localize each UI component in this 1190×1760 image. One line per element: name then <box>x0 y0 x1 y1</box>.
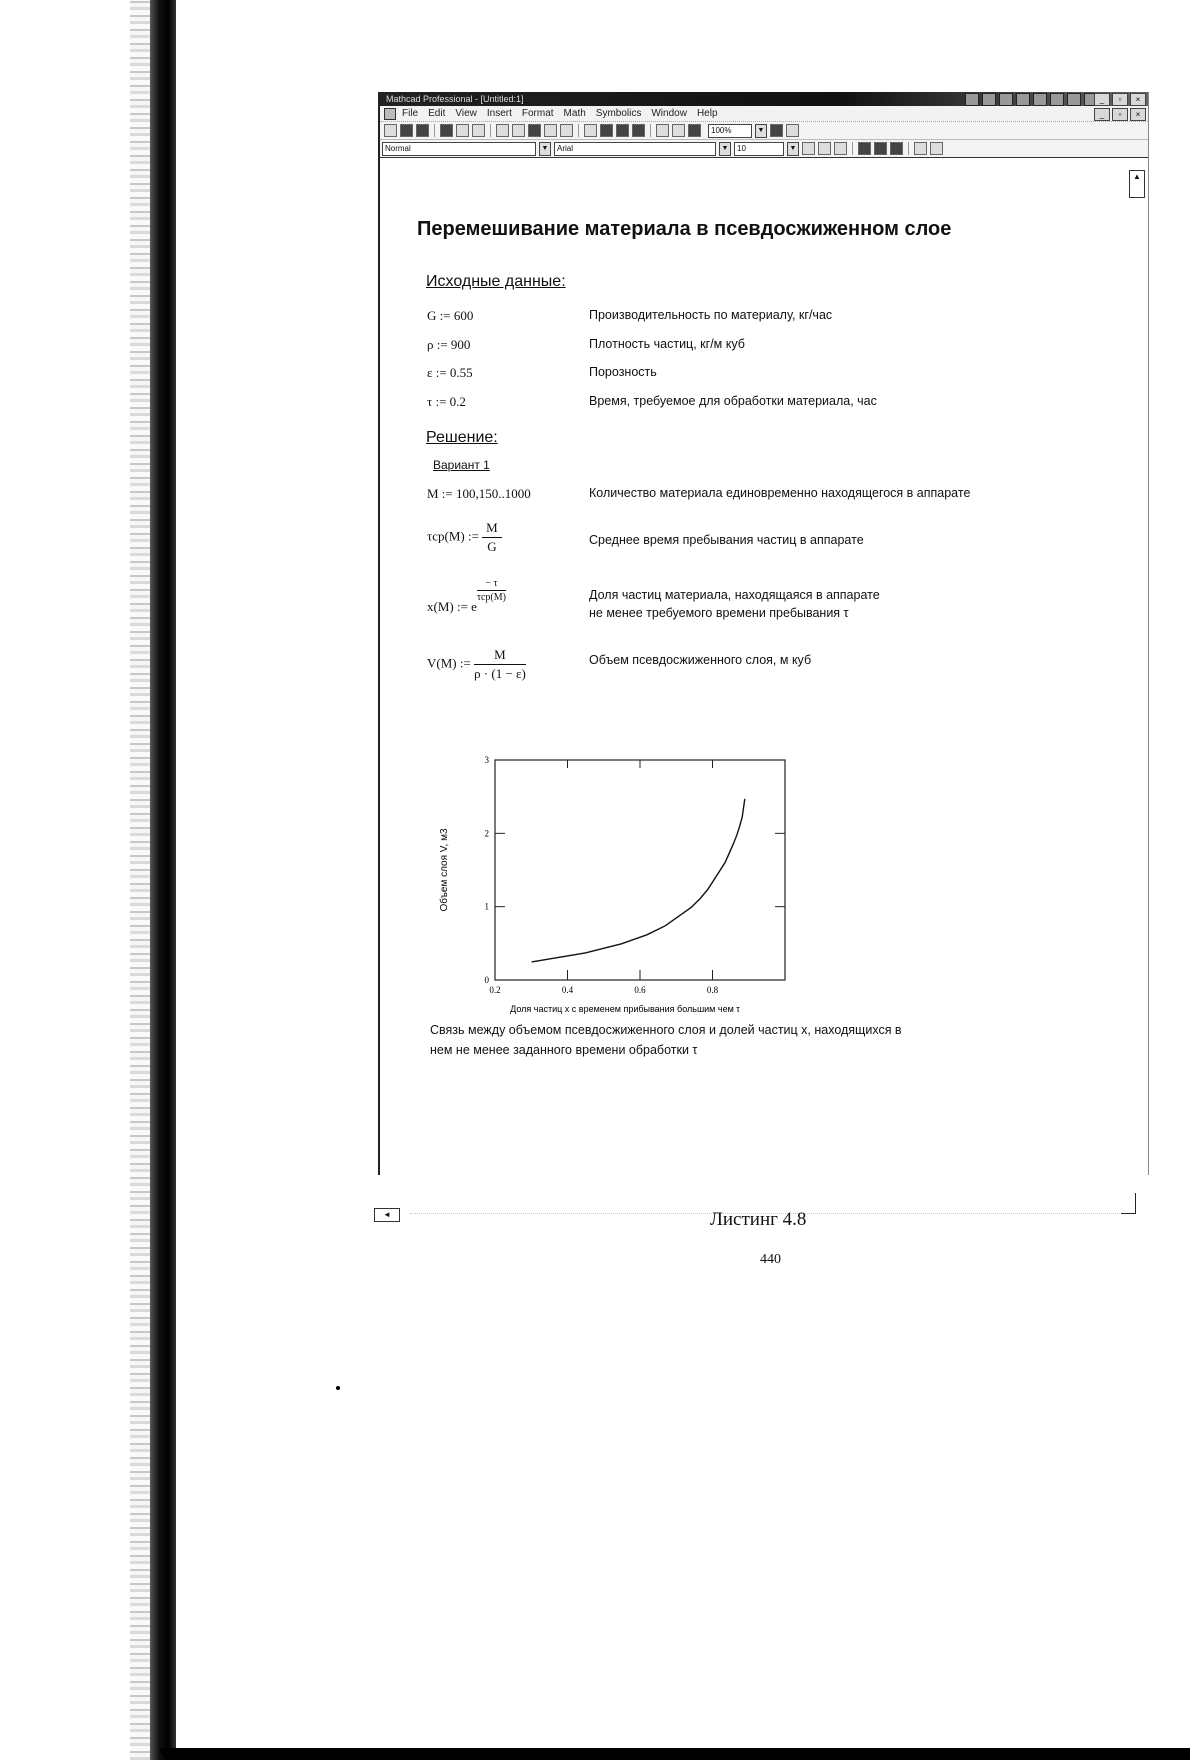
menu-edit[interactable]: Edit <box>428 108 446 119</box>
resource-icon[interactable] <box>1033 93 1047 106</box>
input-expression[interactable]: ε := 0.55 <box>427 365 473 380</box>
x-description-line2: не менее требуемого времени пребывания τ <box>589 606 849 620</box>
doc-restore-icon[interactable]: ▫ <box>1112 108 1128 121</box>
menu-format[interactable]: Format <box>521 108 554 119</box>
x-description-line1: Доля частиц материала, находящаяся в аппарате <box>589 588 880 602</box>
menu-window[interactable]: Window <box>651 108 687 119</box>
listing-caption: Листинг 4.8 <box>710 1209 807 1230</box>
standard-toolbar <box>380 122 1148 140</box>
tcp-expression[interactable]: τcp(M) := $\frac{M}{G}$ <box>427 520 502 555</box>
input-description: Плотность частиц, кг/м куб <box>589 337 745 351</box>
resource-icon[interactable] <box>1067 93 1081 106</box>
chart-caption: Связь между объемом псевдосжиженного слоя и долей частиц x, находящихся в нем не менее заданного времени обработки τ <box>430 1023 902 1057</box>
toolbar-separator <box>490 124 491 137</box>
copy-icon[interactable] <box>512 124 525 137</box>
minimize-icon[interactable]: _ <box>1094 93 1110 106</box>
solution-heading: Решение: <box>426 429 498 446</box>
resource-icon[interactable] <box>1016 93 1030 106</box>
menu-file[interactable]: File <box>402 108 419 119</box>
spell-icon[interactable] <box>472 124 485 137</box>
insert-unit-icon[interactable] <box>616 124 629 137</box>
print-icon[interactable] <box>440 124 453 137</box>
input-description: Производительность по материалу, кг/час <box>589 308 833 322</box>
chevron-down-icon[interactable]: ▼ <box>787 142 799 156</box>
toolbar-separator <box>434 124 435 137</box>
align-right-icon[interactable] <box>890 142 903 155</box>
calculate-icon[interactable] <box>632 124 645 137</box>
underline-icon[interactable] <box>834 142 847 155</box>
chevron-down-icon[interactable]: ▼ <box>539 142 551 156</box>
y-tick-label: 1 <box>484 901 489 912</box>
tcp-description: Среднее время пребывания частиц в аппарате <box>589 533 864 547</box>
menu-view[interactable]: View <box>455 108 477 119</box>
resource-icon[interactable] <box>982 93 996 106</box>
save-icon[interactable] <box>416 124 429 137</box>
doc-close-icon[interactable]: × <box>1130 108 1146 121</box>
plot-frame <box>495 760 785 980</box>
bullets-icon[interactable] <box>914 142 927 155</box>
scan-bottom-edge <box>160 1748 1190 1760</box>
x-tick-label: 0.8 <box>706 985 719 995</box>
resource-icon[interactable] <box>1050 93 1064 106</box>
resize-corner-icon[interactable] <box>1121 1193 1136 1214</box>
insert-function-icon[interactable] <box>600 124 613 137</box>
page-number: 440 <box>760 1252 781 1267</box>
series-line <box>532 799 745 962</box>
help-icon[interactable] <box>786 124 799 137</box>
menu-insert[interactable]: Insert <box>486 108 512 119</box>
inputs-heading: Исходные данные: <box>426 273 566 290</box>
restore-icon[interactable]: ▫ <box>1112 93 1128 106</box>
formatting-toolbar <box>380 140 1148 158</box>
resource-icon[interactable] <box>999 93 1013 106</box>
run-icon[interactable] <box>688 124 701 137</box>
toolbar-separator <box>650 124 651 137</box>
menu-bar <box>380 106 1148 122</box>
toolbar-separator <box>908 142 909 155</box>
y-tick-label: 0 <box>484 975 489 985</box>
numbering-icon[interactable] <box>930 142 943 155</box>
menu-help[interactable]: Help <box>696 108 718 119</box>
volume-chart[interactable] <box>425 748 805 1018</box>
x-tick-label: 0.6 <box>634 985 646 995</box>
input-description: Время, требуемое для обработки материала, час <box>589 394 877 408</box>
y-tick-label: 3 <box>484 755 489 765</box>
y-tick-label: 2 <box>484 828 489 839</box>
toolbar-separator <box>578 124 579 137</box>
menu-symbolics[interactable]: Symbolics <box>595 108 642 119</box>
open-icon[interactable] <box>400 124 413 137</box>
m-description: Количество материала единовременно находящегося в аппарате <box>589 486 971 500</box>
undo-icon[interactable] <box>544 124 557 137</box>
page-title: Перемешивание материала в псевдосжиженном слое <box>417 218 952 240</box>
resource-icon[interactable] <box>965 93 979 106</box>
resource-icon[interactable] <box>770 124 783 137</box>
component-icon[interactable] <box>656 124 669 137</box>
paste-icon[interactable] <box>528 124 541 137</box>
input-expression[interactable]: ρ := 900 <box>427 337 471 352</box>
title-tool-icons <box>965 93 1098 106</box>
input-description: Порозность <box>589 365 657 379</box>
font-select[interactable]: Arial <box>554 142 716 156</box>
cut-icon[interactable] <box>496 124 509 137</box>
preview-icon[interactable] <box>456 124 469 137</box>
scan-speck <box>336 1386 340 1390</box>
close-icon[interactable]: × <box>1130 93 1146 106</box>
input-expression[interactable]: τ := 0.2 <box>427 394 466 409</box>
align-left-icon[interactable] <box>858 142 871 155</box>
mathcad-window <box>378 92 1149 1219</box>
align-icon[interactable] <box>584 124 597 137</box>
font-size-select[interactable]: 10 <box>734 142 784 156</box>
scroll-left-icon[interactable]: ◄ <box>374 1208 400 1222</box>
italic-icon[interactable] <box>818 142 831 155</box>
x-tick-label: 0.2 <box>489 985 501 995</box>
resource-center-icon[interactable] <box>672 124 685 137</box>
style-select[interactable]: Normal <box>382 142 536 156</box>
worksheet[interactable] <box>380 158 1148 1219</box>
x-tick-label: 0.4 <box>561 985 574 995</box>
v-expression[interactable]: V(M) := $\frac{M}{\rho \cdot (1 - \varepsilon)}$ <box>427 647 526 681</box>
m-range-expression[interactable]: M := 100,150..1000 <box>427 486 531 501</box>
align-center-icon[interactable] <box>874 142 887 155</box>
input-expression[interactable]: G := 600 <box>427 308 474 323</box>
zoom-select[interactable]: 100% <box>708 124 752 138</box>
scroll-up-icon[interactable]: ▲ <box>1129 170 1145 198</box>
book-spine <box>150 0 176 1760</box>
chevron-down-icon[interactable]: ▼ <box>719 142 731 156</box>
redo-icon[interactable] <box>560 124 573 137</box>
new-icon[interactable] <box>384 124 397 137</box>
bold-icon[interactable] <box>802 142 815 155</box>
window-title: Mathcad Professional - [Untitled:1] <box>386 94 524 104</box>
document-icon[interactable] <box>384 108 396 120</box>
v-description: Объем псевдосжиженного слоя, м куб <box>589 653 812 667</box>
toolbar-separator <box>852 142 853 155</box>
x-axis-label: Доля частиц x с временем прибывания большим чем τ <box>510 1004 740 1014</box>
doc-minimize-icon[interactable]: _ <box>1094 108 1110 121</box>
scan-edge-shadow <box>130 0 150 1760</box>
y-axis-label: Объем слоя V, м3 <box>439 828 450 912</box>
chevron-down-icon[interactable]: ▼ <box>755 124 767 138</box>
x-expression[interactable]: x(M) := e $\frac{- \tau}{\text{τcp(M)}}$ <box>427 578 506 615</box>
variant-label: Вариант 1 <box>433 458 490 472</box>
title-bar <box>380 92 1148 106</box>
menu-math[interactable]: Math <box>563 108 586 119</box>
